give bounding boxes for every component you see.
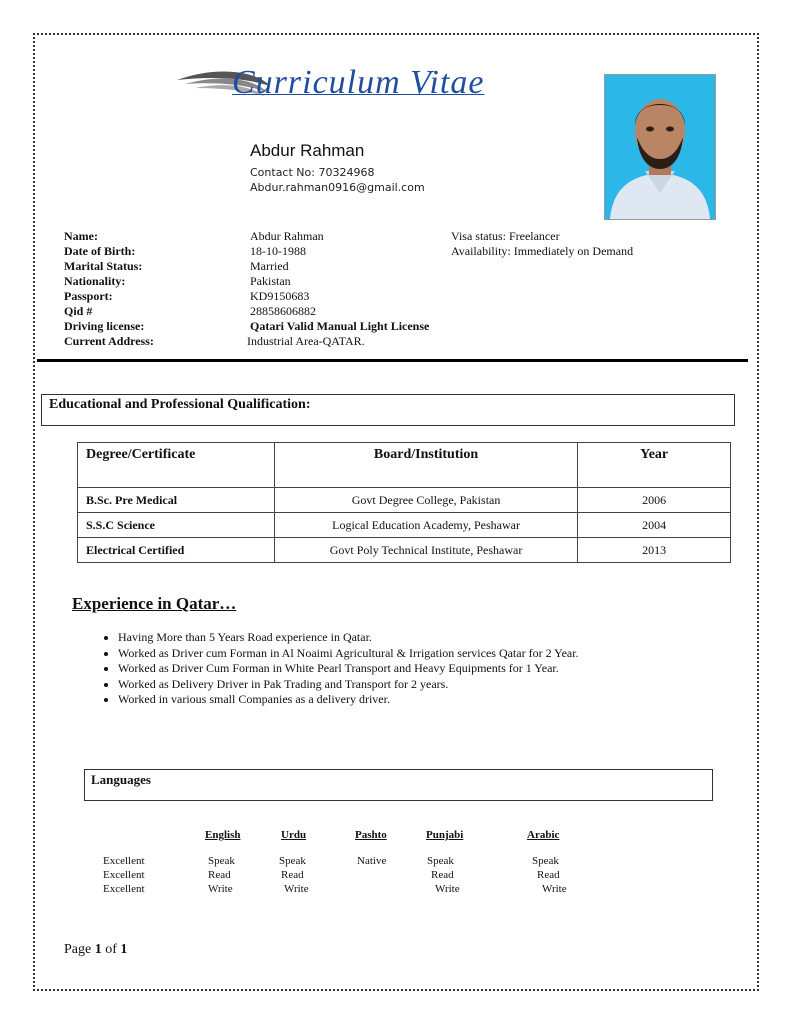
header-institution: Board/Institution xyxy=(274,443,577,488)
value-passport: KD9150683 xyxy=(250,289,310,303)
page-prefix: Page xyxy=(64,942,95,957)
value-license: Qatari Valid Manual Light License xyxy=(250,319,430,333)
list-item: • Worked as Driver cum Forman in Al Noaimi Agricultural & Irrigation services Qatar for 2 Year. xyxy=(118,646,758,662)
year-cell: 2013 xyxy=(578,538,731,563)
label-address: Current Address: xyxy=(64,334,154,348)
year-cell: 2004 xyxy=(578,513,731,538)
label-dob: Date of Birth: xyxy=(64,244,136,258)
institution-cell: Logical Education Academy, Peshawar xyxy=(274,513,577,538)
list-item: • Worked as Delivery Driver in Pak Trading and Transport for 2 years. xyxy=(118,677,758,693)
urdu-skill: Write xyxy=(284,883,309,895)
experience-heading: Experience in Qatar… xyxy=(72,594,237,613)
arabic-skill: Read xyxy=(537,869,560,881)
urdu-skill: Speak xyxy=(279,855,306,867)
label-nationality: Nationality: xyxy=(64,274,126,288)
lang-level: Excellent xyxy=(103,869,145,881)
lang-level: Excellent xyxy=(103,883,145,895)
page-number: 1 xyxy=(94,942,102,957)
visa-status: Visa status: Freelancer xyxy=(451,229,560,243)
lang-header-pashto: Pashto xyxy=(355,829,387,841)
pashto-skill: Native xyxy=(357,855,387,867)
lang-level: Excellent xyxy=(103,855,145,867)
lang-header-punjabi: Punjabi xyxy=(426,829,464,841)
urdu-skill: Read xyxy=(281,869,304,881)
label-passport: Passport: xyxy=(64,289,113,303)
label-name: Name: xyxy=(64,229,98,243)
value-dob: 18-10-1988 xyxy=(250,244,306,258)
cv-title: Curriculum Vitae xyxy=(232,64,485,101)
degree-cell: Electrical Certified xyxy=(78,538,275,563)
arabic-skill: Speak xyxy=(532,855,559,867)
profile-photo xyxy=(604,74,716,220)
english-skill: Read xyxy=(208,869,231,881)
page-footer xyxy=(64,942,127,958)
header-year: Year xyxy=(578,443,731,488)
availability: Availability: Immediately on Demand xyxy=(451,244,634,258)
value-name: Abdur Rahman xyxy=(250,229,324,243)
header-degree: Degree/Certificate xyxy=(78,443,275,488)
candidate-name-heading: Abdur Rahman xyxy=(250,141,365,160)
year-cell: 2006 xyxy=(578,488,731,513)
table-row xyxy=(78,488,731,513)
education-table xyxy=(77,442,731,563)
institution-cell: Govt Poly Technical Institute, Peshawar xyxy=(274,538,577,563)
arabic-skill: Write xyxy=(542,883,567,895)
value-marital: Married xyxy=(250,259,289,273)
punjabi-skill: Speak xyxy=(427,855,454,867)
institution-cell: Govt Degree College, Pakistan xyxy=(274,488,577,513)
english-skill: Write xyxy=(208,883,233,895)
section-divider xyxy=(37,359,748,362)
list-item: • Worked as Driver Cum Forman in White Pearl Transport and Heavy Equipments for 1 Year. xyxy=(118,661,758,677)
page-of: of xyxy=(101,942,121,957)
degree-cell: S.S.C Science xyxy=(78,513,275,538)
experience-list xyxy=(92,630,758,708)
languages-section-title: Languages xyxy=(91,772,151,787)
languages-section-box xyxy=(84,769,713,801)
label-license: Driving license: xyxy=(64,319,145,333)
lang-header-english: English xyxy=(205,829,241,841)
label-qid: Qid # xyxy=(64,304,93,318)
table-row xyxy=(78,538,731,563)
value-address: Industrial Area-QATAR. xyxy=(247,334,365,348)
page-total: 1 xyxy=(120,942,128,957)
value-qid: 28858606882 xyxy=(250,304,316,318)
lang-header-arabic: Arabic xyxy=(527,829,560,841)
list-item: • Having More than 5 Years Road experience in Qatar. xyxy=(118,630,758,646)
label-marital: Marital Status: xyxy=(64,259,143,273)
education-table-header xyxy=(78,443,731,488)
lang-header-urdu: Urdu xyxy=(281,829,307,841)
value-nationality: Pakistan xyxy=(250,274,291,288)
list-item: • Worked in various small Companies as a delivery driver. xyxy=(118,692,758,708)
table-row xyxy=(78,513,731,538)
english-skill: Speak xyxy=(208,855,235,867)
punjabi-skill: Read xyxy=(431,869,454,881)
punjabi-skill: Write xyxy=(435,883,460,895)
degree-cell: B.Sc. Pre Medical xyxy=(78,488,275,513)
email-address: Abdur.rahman0916@gmail.com xyxy=(250,181,425,194)
education-section-title: Educational and Professional Qualification: xyxy=(49,397,311,412)
contact-number: Contact No: 70324968 xyxy=(250,166,375,179)
